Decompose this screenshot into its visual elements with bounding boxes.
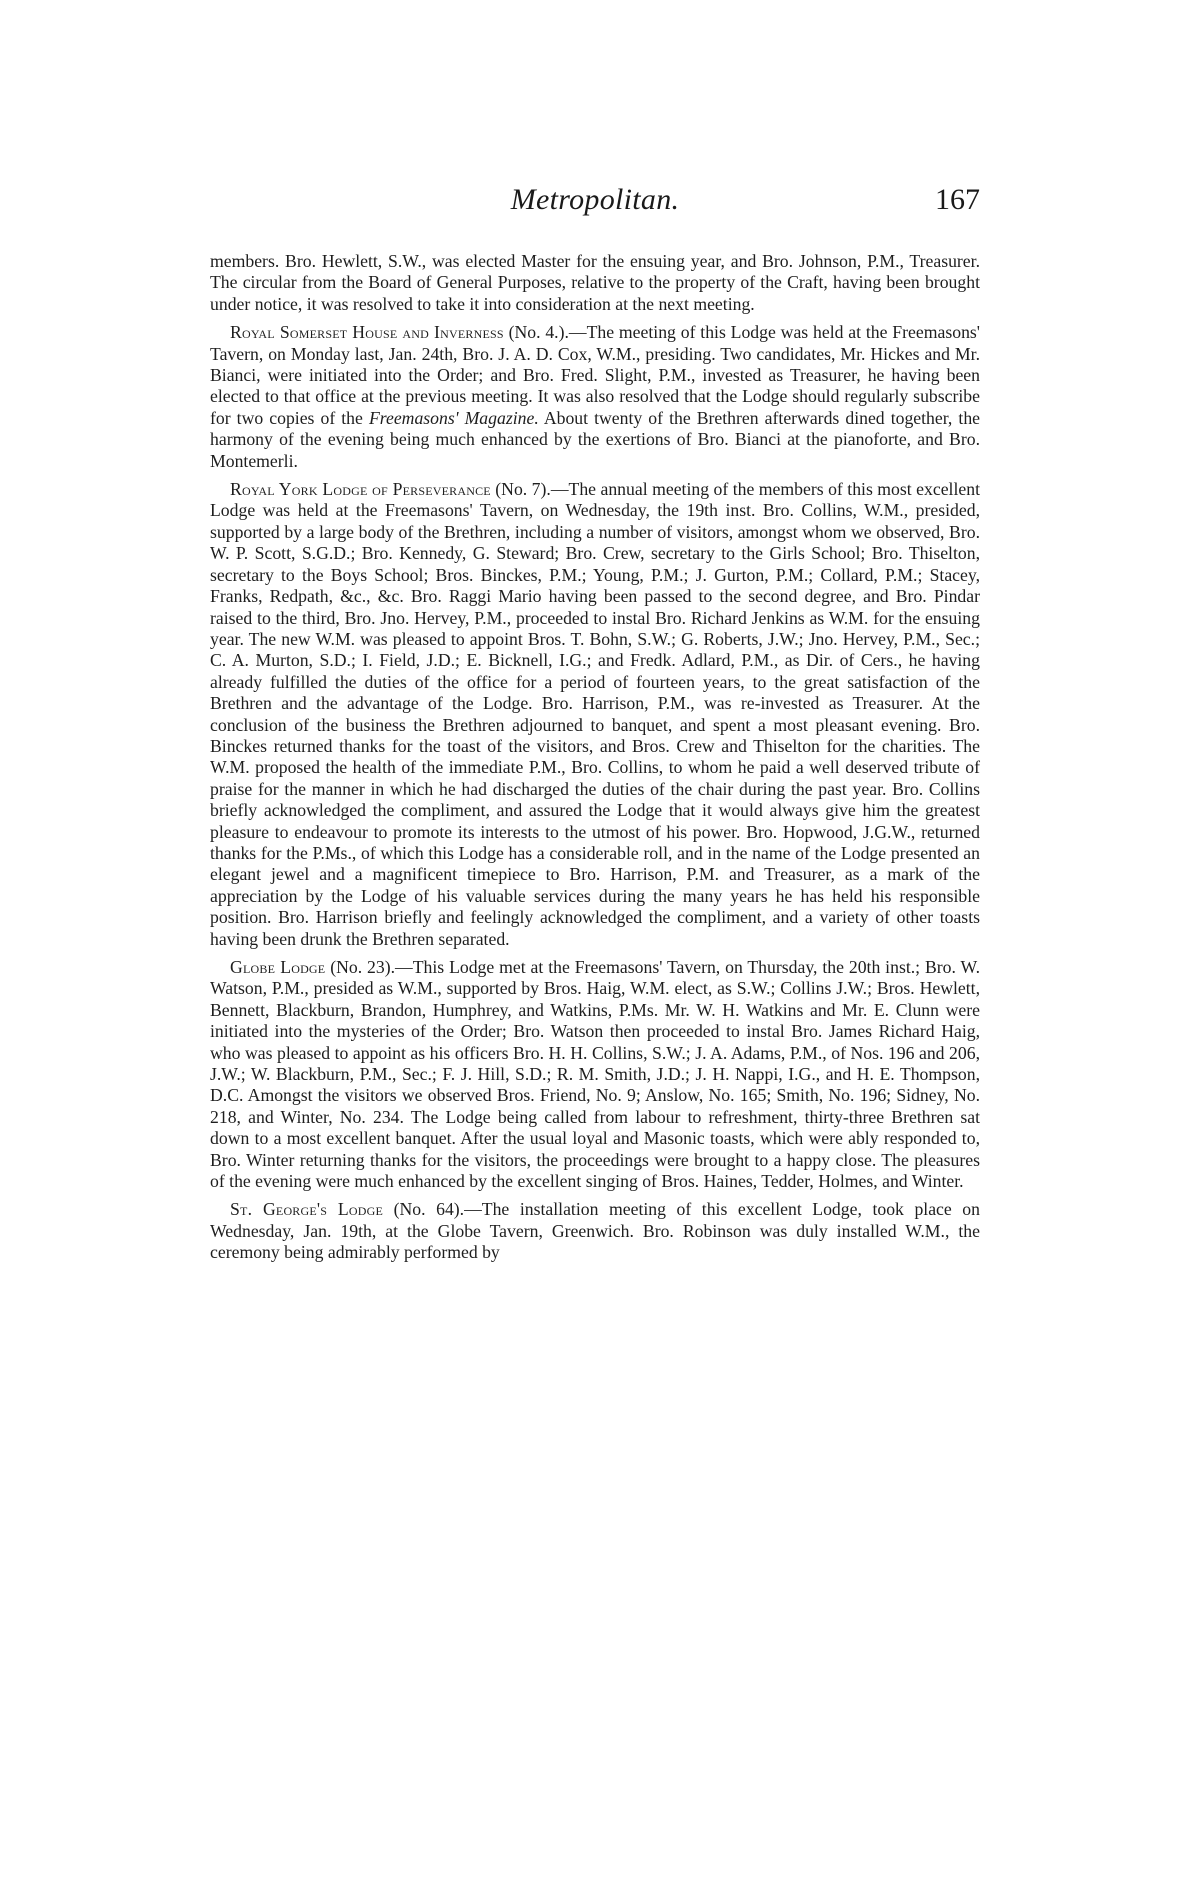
paragraph-text: (No. 4.).—The meeting of this Lodge was held at the Freemasons' Tavern, on Monday last, Jan. 24th, Bro. J. A. D. Cox, W.M., presiding. Two candidates, Mr. Hickes and Mr. Bianci, were initiated into the Order; and Bro. Fred. Slight, P.M., invested as Treasurer, he having been elected to that office at the previous meeting. It was also resolved that the Lodge should regularly subscribe for two copies of the	[210, 322, 980, 428]
magazine-title: Freemasons' Magazine.	[368, 407, 539, 428]
paragraph-globe-lodge	[210, 957, 980, 1192]
page-number: 167	[935, 183, 980, 216]
paragraph-text: members. Bro. Hewlett, S.W., was elected Master for the ensuing year, and Bro. Johnson, P.M., Treasurer. The circular from the Board of General Purposes, relative to the property of the Craft, having been brought under notice, it was resolved to take it into consideration at the next meeting.	[210, 251, 980, 314]
lodge-heading: Globe Lodge	[230, 957, 326, 977]
paragraph-text: (No. 23).—This Lodge met at the Freemasons' Tavern, on Thursday, the 20th inst.; Bro. W. Watson, P.M., presided as W.M., supported by Bros. Haig, W.M. elect, as S.W.; Collins J.W.; Bros. Hewlett, Bennett, Blackburn, Brandon, Humphrey, and Watkins, P.Ms. Mr. W. H. Watkins and Mr. E. Clunn were initiated into the mysteries of the Order; Bro. Watson then proceeded to instal Bro. James Richard Haig, who was pleased to appoint as his officers Bro. H. H. Collins, S.W.; J. A. Adams, P.M., of Nos. 196 and 206, J.W.; W. Blackburn, P.M., Sec.; F. J. Hill, S.D.; R. M. Smith, J.D.; J. H. Nappi, I.G., and H. E. Thompson, D.C. Amongst the visitors we observed Bros. Friend, No. 9; Anslow, No. 165; Smith, No. 196; Sidney, No. 218, and Winter, No. 234. The Lodge being called from labour to refreshment, thirty-three Brethren sat down to a most excellent banquet. After the usual loyal and Masonic toasts, which were ably responded to, Bro. Winter returning thanks for the visitors, the proceedings were brought to a happy close. The pleasures of the evening were much enhanced by the excellent singing of Bros. Haines, Tedder, Holmes, and Winter.	[210, 957, 980, 1192]
paragraph-text: About twenty of the Brethren afterwards dined together, the harmony of the evening being much enhanced by the exertions of Bro. Bianci at the pianoforte, and Bro. Montemerli.	[210, 407, 981, 471]
paragraph-text: (No. 64).—The installation meeting of this excellent Lodge, took place on Wednesday, Jan. 19th, at the Globe Tavern, Greenwich. Bro. Robinson was duly installed W.M., the ceremony being admirably performed by	[210, 1199, 980, 1263]
lodge-heading: Royal York Lodge of Perseverance	[230, 479, 491, 500]
lodge-heading: Royal Somerset House and Inverness	[230, 322, 504, 343]
paragraph-royal-york-lodge	[210, 479, 980, 950]
text-column	[210, 251, 980, 1264]
paragraph-continuation	[210, 251, 980, 315]
page-header	[210, 183, 980, 223]
paragraph-st-georges-lodge	[210, 1199, 980, 1263]
running-title: Metropolitan.	[510, 183, 680, 216]
lodge-heading: St. George's Lodge	[230, 1199, 384, 1220]
paragraph-royal-somerset-house	[210, 322, 980, 472]
paragraph-text: (No. 7).—The annual meeting of the members of this most excellent Lodge was held at the Freemasons' Tavern, on Wednesday, the 19th inst. Bro. Collins, W.M., presided, supported by a large body of the Brethren, including a number of visitors, amongst whom we observed, Bro. W. P. Scott, S.G.D.; Bro. Kennedy, G. Steward; Bro. Crew, secretary to the Girls School; Bro. Thiselton, secretary to the Boys School; Bros. Binckes, P.M.; Young, P.M.; J. Gurton, P.M.; Collard, P.M.; Stacey, Franks, Redpath, &c., &c. Bro. Raggi Mario having been passed to the second degree, and Bro. Pindar raised to the third, Bro. Jno. Hervey, P.M., proceeded to instal Bro. Richard Jenkins as W.M. for the ensuing year. The new W.M. was pleased to appoint Bros. T. Bohn, S.W.; G. Roberts, J.W.; Jno. Hervey, P.M., Sec.; C. A. Murton, S.D.; I. Field, J.D.; E. Bicknell, I.G.; and Fredk. Adlard, P.M., as Dir. of Cers., he having already fulfilled the duties of the office for a period of fourteen years, to the great satisfaction of the Brethren and the advantage of the Lodge. Bro. Harrison, P.M., was re-invested as Treasurer. At the conclusion of the business the Brethren adjourned to banquet, and spent a most pleasant evening. Bro. Binckes returned thanks for the toast of the visitors, and Bros. Crew and Thiselton for the charities. The W.M. proposed the health of the immediate P.M., Bro. Collins, to whom he paid a well deserved tribute of praise for the manner in which he had discharged the duties of the chair during the past year. Bro. Collins briefly acknowledged the compliment, and assured the Lodge that it would always give him the greatest pleasure to endeavour to promote its interests to the utmost of his power. Bro. Hopwood, J.G.W., returned thanks for the P.Ms., of which this Lodge has a considerable roll, and in the name of the Lodge presented an elegant jewel and a magnificent timepiece to Bro. Harrison, P.M. and Treasurer, as a mark of the appreciation by the Lodge of his valuable services during the many years he has held his responsible position. Bro. Harrison briefly and feelingly acknowledged the compliment, and a variety of other toasts having been drunk the Brethren separated.	[210, 479, 980, 949]
